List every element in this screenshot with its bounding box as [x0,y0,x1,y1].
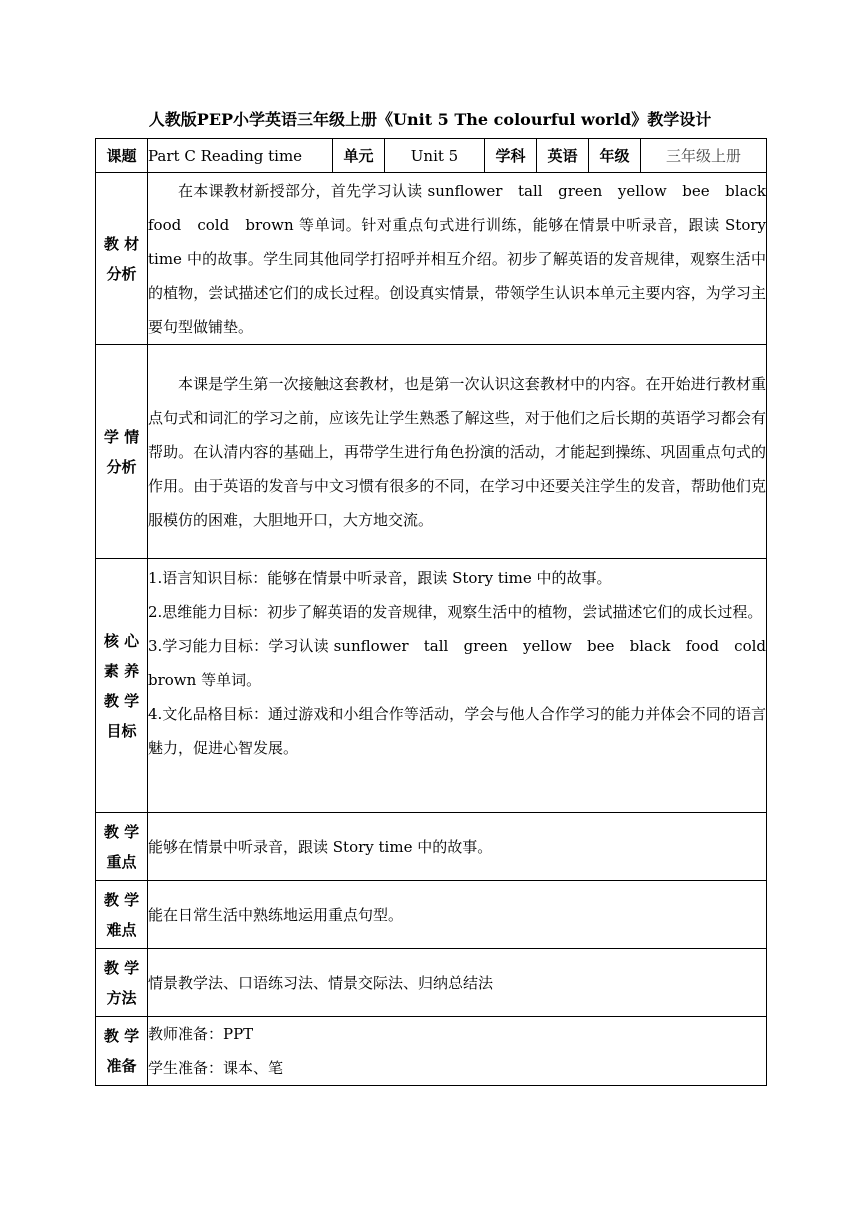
student-preparation: 学生准备：课本、笔 [148,1059,284,1077]
material-analysis-text: 在本课教材新授部分，首先学习认读 sunflower tall green yellow bee black food cold brown 等单词。针对重点句式进行训练，能够在情景中听录音，跟读 Story time 中的故事。学生同其他同学打招呼并相互介绍。初步了解英语的发音规律，观察生活中的植物，尝试描述它们的成长过程。创设真实情景，带领学生认识本单元主要内容，为学习主要句型做铺垫。 [148,173,767,345]
teacher-preparation: 教师准备：PPT [148,1025,254,1043]
goal-item: 3.学习能力目标：学习认读 sunflower tall green yellow bee black food cold brown 等单词。 [148,637,782,689]
methods-row [96,949,767,1017]
grade-value: 三年级上册 [641,139,767,173]
material-analysis-label: 教 材 分析 [96,173,148,345]
preparation-text [148,1017,767,1086]
header-row [96,139,767,173]
topic-label: 课题 [96,139,148,173]
unit-value: Unit 5 [385,139,485,173]
goal-item: 2.思维能力目标：初步了解英语的发音规律，观察生活中的植物，尝试描述它们的成长过程。 [148,603,763,621]
core-goals-label: 核 心 素 养 教 学 目标 [96,559,148,813]
lesson-plan-table [95,138,782,1086]
student-analysis-row [96,345,767,559]
unit-label: 单元 [333,139,385,173]
topic-value: Part C Reading time [148,139,333,173]
goal-item: 1.语言知识目标：能够在情景中听录音，跟读 Story time 中的故事。 [148,569,612,587]
subject-label: 学科 [485,139,537,173]
core-goals-text [148,559,782,813]
difficulties-label: 教 学 难点 [96,881,148,949]
page-title: 人教版PEP小学英语三年级上册《Unit 5 The colourful world》教学设计 [148,110,712,129]
difficulties-row [96,881,767,949]
key-points-text: 能够在情景中听录音，跟读 Story time 中的故事。 [148,813,767,881]
subject-value: 英语 [537,139,589,173]
material-analysis-row [96,173,767,345]
preparation-row [96,1017,767,1086]
key-points-row [96,813,767,881]
goal-item: 4.文化品格目标：通过游戏和小组合作等活动，学会与他人合作学习的能力并体会不同的语言魅力，促进心智发展。 [148,705,766,757]
core-goals-row [96,559,767,813]
difficulties-text: 能在日常生活中熟练地运用重点句型。 [148,881,767,949]
student-analysis-text: 本课是学生第一次接触这套教材，也是第一次认识这套教材中的内容。在开始进行教材重点句式和词汇的学习之前，应该先让学生熟悉了解这些，对于他们之后长期的英语学习都会有帮助。在认清内容的基础上，再带学生进行角色扮演的活动，才能起到操练、巩固重点句式的作用。由于英语的发音与中文习惯有很多的不同，在学习中还要关注学生的发音，帮助他们克服模仿的困难，大胆地开口，大方地交流。 [148,345,767,559]
grade-label: 年级 [589,139,641,173]
student-analysis-label: 学 情 分析 [96,345,148,559]
preparation-label: 教 学 准备 [96,1017,148,1086]
methods-label: 教 学 方法 [96,949,148,1017]
key-points-label: 教 学 重点 [96,813,148,881]
methods-text: 情景教学法、口语练习法、情景交际法、归纳总结法 [148,949,767,1017]
